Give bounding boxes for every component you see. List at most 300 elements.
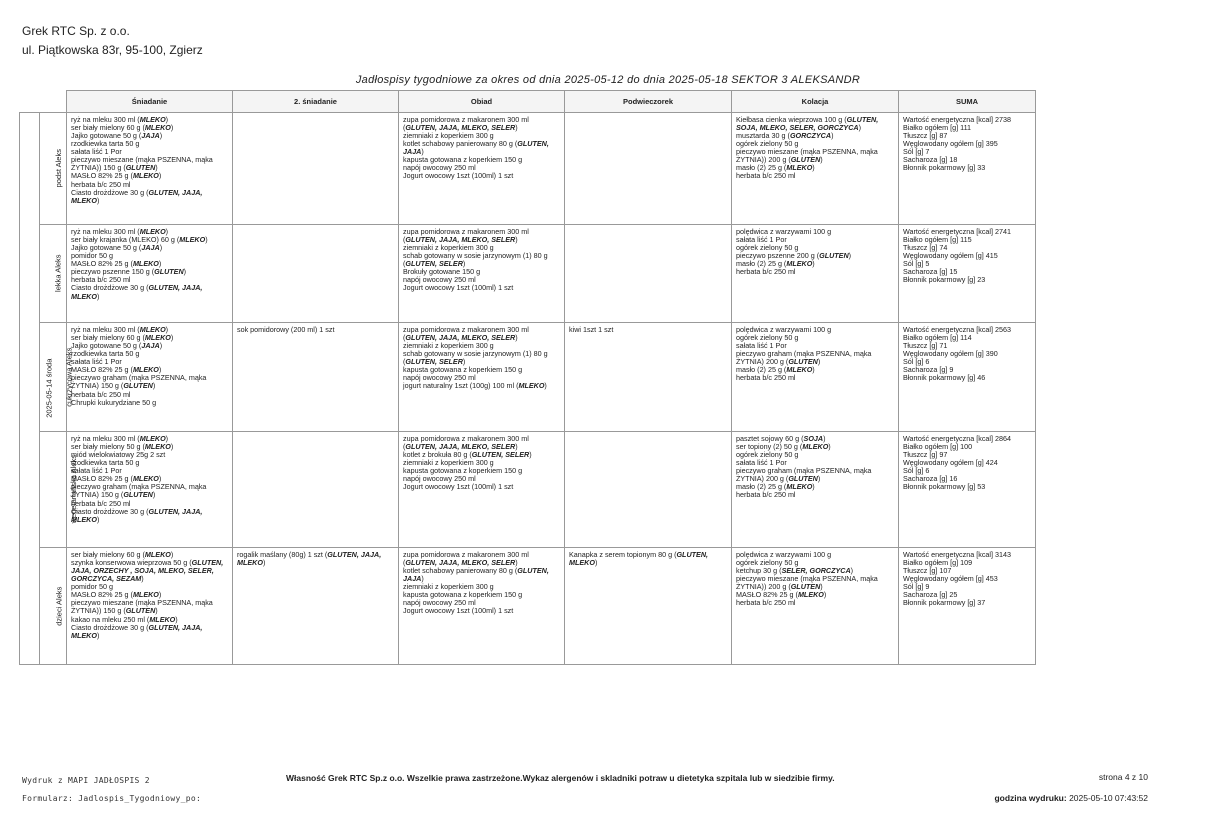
item-text: Sól [g] 6: [903, 357, 930, 367]
menu-item: [237, 551, 394, 567]
menu-item: [71, 483, 228, 499]
item-text: ): [823, 434, 826, 443]
item-text: Ciasto drożdżowe 30 g (: [71, 187, 149, 197]
item-text: herbata b/c 250 ml: [71, 179, 131, 189]
item-text: pomidor 50 g: [71, 251, 113, 261]
item-text: sałata liść 1 Por: [736, 341, 787, 351]
diet-name-cell: [40, 113, 67, 225]
column-header-podwieczorek: Podwieczorek: [565, 91, 732, 113]
meal-cell-suma: [899, 323, 1036, 432]
item-text: kotlet z brokuła 80 g (: [403, 450, 472, 460]
item-text: ryż na mleku 300 ml (: [71, 227, 140, 236]
item-text: sałata liść 1 Por: [71, 357, 122, 367]
allergen-text: GLUTEN, JAJA, MLEKO: [71, 506, 203, 524]
item-text: masło (2) 25 g (: [736, 163, 787, 173]
menu-item: [403, 326, 560, 342]
menu-item: [403, 567, 560, 583]
allergen-text: MLEKO: [179, 235, 206, 245]
item-text: sałata liść 1 Por: [736, 458, 787, 468]
meal-cell-suma: [899, 432, 1036, 548]
item-text: masło (2) 25 g (: [736, 482, 787, 492]
item-text: ser biały mielony 60 g (: [71, 550, 145, 559]
menu-item: [237, 326, 394, 334]
item-text: masło (2) 25 g (: [736, 365, 787, 375]
item-text: ): [159, 131, 163, 141]
item-text: ryż na mleku 300 ml (: [71, 115, 140, 124]
menu-item: [569, 551, 727, 567]
meal-cell-suma: [899, 548, 1036, 665]
allergen-text: JAJA: [141, 131, 160, 141]
item-text: pomidor 50 g: [71, 582, 113, 592]
allergen-text: MLEKO: [149, 614, 176, 624]
menu-item: [736, 374, 894, 382]
footer-left: [22, 772, 201, 808]
item-text: miód wielokwiatowy 25g 2 szt: [71, 450, 166, 460]
menu-item: [71, 624, 228, 640]
meal-cell-obiad: [399, 225, 565, 323]
item-text: ): [155, 606, 158, 616]
allergen-text: MLEKO: [786, 482, 813, 492]
allergen-text: MLEKO: [132, 171, 159, 181]
item-text: sałata liść 1 Por: [736, 235, 787, 245]
item-text: Kiełbasa cienka wieprzowa 100 g (: [736, 115, 847, 124]
diet-name-cell: [40, 225, 67, 323]
item-text: ): [158, 474, 162, 484]
allergen-text: GLUTEN, SELER: [405, 259, 463, 269]
menu-item: [403, 382, 560, 390]
diet-name: dzieci Aleks: [54, 586, 64, 626]
allergen-text: GLUTEN, SELER: [405, 357, 463, 367]
menu-item: [736, 350, 894, 366]
item-text: ): [817, 474, 821, 484]
header-row: [20, 91, 1036, 113]
item-text: ser biały mielony 60 g (: [71, 333, 145, 343]
menu-item: [903, 599, 1031, 607]
allergen-text: GLUTEN: [788, 474, 818, 484]
menu-item: [403, 252, 560, 268]
item-text: pieczywo graham (mąka PSZENNA, mąka ŻYTNIA) 150 g (: [71, 482, 207, 500]
allergen-text: MLEKO: [139, 115, 166, 124]
menu-item: [736, 172, 894, 180]
item-text: ): [165, 325, 169, 334]
item-text: ogórek zielony 50 g: [736, 558, 799, 568]
allergen-text: MLEKO: [144, 442, 171, 452]
meal-cell-sniadanie: [67, 432, 233, 548]
item-text: Sacharoza [g] 18: [903, 155, 958, 165]
allergen-text: GLUTEN, JAJA, MLEKO: [71, 622, 203, 640]
item-text: napój owocowy 250 ml: [403, 163, 476, 173]
item-text: ): [96, 630, 100, 640]
menu-row: [20, 548, 1036, 665]
item-text: kotlet schabowy panierowany 80 g (: [403, 566, 518, 576]
date-label: 2025-05-14 środa: [44, 358, 54, 419]
item-text: Węglowodany ogółem [g] 424: [903, 458, 998, 468]
item-text: pieczywo graham (mąka PSZENNA, mąka ŻYTNIA) 150 g (: [71, 373, 207, 391]
allergen-text: MLEKO: [144, 333, 171, 343]
page-number: strona 4 z 10: [1098, 772, 1148, 782]
meal-cell-kolacja: [732, 432, 899, 548]
item-text: pieczywo graham (mąka PSZENNA, mąka ŻYTNIA) 200 g (: [736, 349, 872, 367]
allergen-text: GLUTEN: [790, 155, 821, 165]
item-text: ): [96, 195, 100, 205]
menu-item: [569, 326, 727, 334]
company-name: Grek RTC Sp. z o.o.: [22, 24, 130, 38]
item-text: Błonnik pokarmowy [g] 53: [903, 482, 986, 492]
allergen-text: GLUTEN, JAJA, MLEKO, SELER: [405, 123, 516, 133]
item-text: Wartość energetyczna [kcal] 2563: [903, 325, 1011, 334]
allergen-text: MLEKO: [786, 365, 813, 375]
item-text: Błonnik pokarmowy [g] 46: [903, 373, 986, 383]
menu-item: [403, 228, 560, 244]
item-text: herbata b/c 250 ml: [71, 389, 131, 399]
item-text: ryż na mleku 300 ml (: [71, 325, 140, 334]
item-text: napój owocowy 250 ml: [403, 474, 476, 484]
item-text: rogalik maślany (80g) 1 szt (: [237, 550, 328, 559]
item-text: ogórek zielony 50 g: [736, 333, 799, 343]
item-text: Sól [g] 7: [903, 147, 930, 157]
menu-row: [20, 432, 1036, 548]
item-text: kiwi 1szt 1 szt: [569, 325, 614, 334]
item-text: herbata b/c 250 ml: [71, 275, 131, 285]
item-text: Jajko gotowane 50 g (: [71, 341, 142, 351]
form-label: Formularz: Jadlospis_Tygodniowy_po:: [22, 794, 202, 803]
date-cell: [20, 113, 54, 665]
item-text: MASŁO 82% 25 g (: [71, 474, 133, 484]
allergen-text: GLUTEN, JAJA, MLEKO: [71, 187, 203, 205]
item-text: Węglowodany ogółem [g] 395: [903, 139, 998, 149]
item-text: ): [594, 558, 598, 568]
item-text: ): [165, 115, 169, 124]
meal-cell-suma: [899, 225, 1036, 323]
allergen-text: GLUTEN, MLEKO: [569, 550, 709, 568]
item-text: Białko ogółem [g] 100: [903, 442, 973, 452]
meal-cell-drugie-sniadanie: [233, 548, 399, 665]
item-text: kapusta gotowana z koperkiem 150 g: [403, 155, 523, 165]
item-text: sałata liść 1 Por: [71, 466, 122, 476]
menu-item: [736, 575, 894, 591]
meal-cell-sniadanie: [64, 323, 233, 432]
allergen-text: GLUTEN: [788, 357, 818, 367]
item-text: ): [515, 235, 518, 245]
allergen-text: JAJA: [141, 341, 160, 351]
allergen-text: GLUTEN: [125, 606, 156, 616]
item-text: kapusta gotowana z koperkiem 150 g: [403, 466, 523, 476]
allergen-text: MLEKO: [144, 123, 171, 133]
item-text: ser biały mielony 60 g (: [71, 123, 145, 133]
item-text: ): [421, 147, 424, 157]
item-text: Sól [g] 6: [903, 466, 930, 476]
item-text: ): [421, 574, 424, 584]
company-header: [22, 22, 203, 60]
item-text: ): [529, 450, 532, 460]
item-text: zupa pomidorowa z makaronem 300 ml (: [403, 115, 529, 133]
meal-cell-obiad: [399, 432, 565, 548]
menu-item: [71, 559, 228, 583]
item-text: Tłuszcz [g] 87: [903, 131, 948, 141]
allergen-text: GLUTEN, JAJA: [403, 139, 549, 157]
item-text: ogórek zielony 50 g: [736, 243, 799, 253]
item-text: Białko ogółem [g] 111: [903, 123, 972, 133]
item-text: pieczywo graham (mąka PSZENNA, mąka ŻYTNIA) 200 g (: [736, 466, 872, 484]
item-text: Błonnik pokarmowy [g] 37: [903, 598, 986, 608]
allergen-text: GLUTEN, SELER: [471, 450, 530, 460]
item-text: musztarda 30 g (: [736, 131, 790, 141]
item-text: ): [812, 482, 815, 492]
allergen-text: GLUTEN, SOJA, MLEKO, SELER, GORCZYCA: [736, 115, 879, 133]
menu-item: [736, 467, 894, 483]
item-text: ): [165, 227, 169, 236]
item-text: ): [152, 381, 156, 391]
allergen-text: GLUTEN, JAJA, MLEKO: [237, 550, 382, 568]
item-text: napój owocowy 250 ml: [403, 275, 476, 285]
menu-item: [403, 172, 560, 180]
item-text: sałata liść 1 Por: [71, 147, 122, 157]
item-text: pieczywo mieszane (mąka PSZENNA, mąka ŻYTNIA)) 150 g (: [71, 155, 213, 173]
item-text: masło (2) 25 g (: [736, 259, 787, 269]
meal-cell-drugie-sniadanie: [233, 432, 399, 548]
item-text: schab gotowany w sosie jarzynowym (1) 80 g (: [403, 349, 548, 367]
diet-name: cukrzycowa Aleks: [64, 347, 74, 407]
menu-item: [736, 148, 894, 164]
allergen-text: GLUTEN, JAJA, ORZECHY , SOJA, MLEKO, SELER, GORCZYCA, SEZAM: [71, 558, 224, 584]
item-text: Chrupki kukurydziane 50 g: [71, 397, 157, 407]
item-text: Wartość energetyczna [kcal] 2738: [903, 115, 1011, 124]
diet-name-cell: [40, 548, 67, 665]
item-text: ): [462, 259, 466, 269]
item-text: ): [96, 514, 100, 524]
allergen-text: GLUTEN, JAJA, MLEKO, SELER: [405, 235, 516, 245]
meal-cell-drugie-sniadanie: [233, 225, 399, 323]
menu-title: Jadłospisy tygodniowe za okres od dnia 2025-05-12 do dnia 2025-05-18 SEKTOR 3 ALEKSANDR: [355, 74, 861, 86]
allergen-text: GLUTEN, JAJA: [403, 566, 549, 584]
item-text: ): [262, 558, 266, 568]
item-text: Jogurt owocowy 1szt (100ml) 1 szt: [403, 606, 514, 616]
meal-cell-sniadanie: [67, 225, 233, 323]
item-text: herbata b/c 250 ml: [71, 498, 131, 508]
item-text: herbata b/c 250 ml: [736, 171, 796, 181]
allergen-text: MLEKO: [797, 590, 824, 600]
allergen-text: GLUTEN: [819, 251, 849, 261]
item-text: Brokuły gotowane 150 g: [403, 267, 481, 277]
allergen-text: MLEKO: [132, 590, 159, 600]
item-text: rzodkiewka tarta 50 g: [71, 349, 140, 359]
diet-name-cell: [40, 432, 78, 548]
item-text: ): [848, 251, 852, 261]
meal-cell-kolacja: [732, 225, 899, 323]
item-text: MASŁO 82% 25 g (: [71, 365, 133, 375]
item-text: jogurt naturalny 1szt (100g) 100 ml (: [403, 381, 519, 391]
allergen-text: SOJA: [803, 434, 824, 443]
item-text: Białko ogółem [g] 109: [903, 558, 973, 568]
meal-cell-kolacja: [732, 113, 899, 225]
allergen-text: MLEKO: [786, 163, 813, 173]
meal-cell-obiad: [399, 113, 565, 225]
item-text: ): [141, 574, 144, 584]
item-text: ziemniaki z koperkiem 300 g: [403, 243, 494, 253]
item-text: napój owocowy 250 ml: [403, 598, 476, 608]
item-text: kotlet schabowy panierowany 80 g (: [403, 139, 518, 149]
item-text: ser biały krajanka (MLEKO) 60 g (: [71, 235, 180, 245]
item-text: Białko ogółem [g] 115: [903, 235, 972, 245]
item-text: MASŁO 82% 25 g (: [71, 590, 133, 600]
menu-item: [736, 268, 894, 276]
allergen-text: GLUTEN, JAJA, MLEKO, SELER: [405, 442, 516, 452]
allergen-text: MLEKO: [802, 442, 829, 452]
menu-item: [71, 599, 228, 615]
item-text: MASŁO 82% 25 g (: [736, 590, 798, 600]
item-text: ): [158, 590, 162, 600]
item-text: MASŁO 82% 25 g (: [71, 259, 133, 269]
item-text: ): [158, 259, 162, 269]
diet-name: podst Aleks: [53, 149, 63, 188]
allergen-text: JAJA: [141, 243, 160, 253]
allergen-text: GLUTEN: [123, 490, 153, 500]
print-time-value: 2025-05-10 07:43:52: [1069, 793, 1148, 803]
item-text: ziemniaki z koperkiem 300 g: [403, 131, 494, 141]
item-text: ): [170, 333, 174, 343]
item-text: kakao na mleku 250 ml (: [71, 614, 150, 624]
item-text: Błonnik pokarmowy [g] 33: [903, 163, 986, 173]
item-text: kapusta gotowana z koperkiem 150 g: [403, 590, 523, 600]
item-text: ogórek zielony 50 g: [736, 139, 799, 149]
item-text: herbata b/c 250 ml: [736, 267, 796, 277]
menu-item: [71, 374, 228, 390]
item-text: ): [515, 123, 518, 133]
meal-cell-podwieczorek: [565, 548, 732, 665]
item-text: ): [820, 582, 823, 592]
menu-item: [71, 156, 228, 172]
allergen-text: MLEKO: [518, 381, 545, 391]
menu-item: [71, 399, 228, 407]
item-text: ziemniaki z koperkiem 300 g: [403, 582, 494, 592]
menu-item: [403, 435, 560, 451]
item-text: polędwica z warzywami 100 g: [736, 550, 832, 559]
menu-row: [20, 113, 1036, 225]
item-text: ): [462, 357, 466, 367]
item-text: zupa pomidorowa z makaronem 300 ml (: [403, 325, 529, 343]
item-text: ): [158, 171, 162, 181]
weekly-menu-table: [19, 90, 1036, 665]
item-text: Sacharoza [g] 25: [903, 590, 958, 600]
item-text: herbata b/c 250 ml: [736, 490, 796, 500]
item-text: kapusta gotowana z koperkiem 150 g: [403, 365, 523, 375]
item-text: ): [159, 341, 163, 351]
item-text: zupa pomidorowa z makaronem 300 ml (: [403, 434, 529, 452]
item-text: Ciasto drożdżowe 30 g (: [71, 506, 149, 516]
menu-item: [403, 116, 560, 132]
menu-item: [71, 189, 228, 205]
item-text: pieczywo pszenne 200 g (: [736, 251, 820, 261]
item-text: ): [170, 442, 174, 452]
item-text: ): [831, 131, 834, 141]
meal-cell-podwieczorek: [565, 225, 732, 323]
meal-cell-sniadanie: [67, 113, 233, 225]
menu-item: [403, 140, 560, 156]
meal-cell-sniadanie: [67, 548, 233, 665]
allergen-text: MLEKO: [132, 259, 159, 269]
item-text: ): [152, 490, 156, 500]
menu-item: [736, 599, 894, 607]
item-text: Białko ogółem [g] 114: [903, 333, 972, 343]
column-header-2-sniadanie: 2. śniadanie: [233, 91, 399, 113]
menu-row: [20, 225, 1036, 323]
item-text: zupa pomidorowa z makaronem 300 ml (: [403, 550, 529, 568]
item-text: ): [515, 442, 518, 452]
menu-item: [403, 483, 560, 491]
item-text: Jogurt owocowy 1szt (100ml) 1 szt: [403, 283, 514, 293]
item-text: ): [175, 614, 178, 624]
ownership-notice: Własność Grek RTC Sp.z o.o. Wszelkie prawa zastrzeżone.Wykaz alergenów i skladniki potraw u dietetyka szpitala lub w siedzibie firmy.: [286, 773, 835, 783]
item-text: Jajko gotowane 50 g (: [71, 243, 142, 253]
menu-row: [20, 323, 1036, 432]
allergen-text: GORCZYCA: [789, 131, 832, 141]
menu-item: [403, 284, 560, 292]
item-text: pieczywo mieszane (mąka PSZENNA, mąka ŻYTNIA)) 150 g (: [71, 598, 213, 616]
item-text: Węglowodany ogółem [g] 390: [903, 349, 998, 359]
meal-cell-podwieczorek: [565, 323, 732, 432]
menu-item: [903, 164, 1031, 172]
meal-cell-drugie-sniadanie: [233, 323, 399, 432]
item-text: sok pomidorowy (200 ml) 1 szt: [237, 325, 335, 334]
item-text: ): [858, 123, 862, 133]
item-text: ): [170, 123, 174, 133]
allergen-text: GLUTEN: [154, 267, 184, 277]
item-text: ): [155, 163, 158, 173]
item-text: Sól [g] 5: [903, 259, 930, 269]
item-text: ): [165, 434, 169, 443]
item-text: Tłuszcz [g] 107: [903, 566, 952, 576]
item-text: Tłuszcz [g] 97: [903, 450, 948, 460]
item-text: ser biały mielony 50 g (: [71, 442, 145, 452]
diet-name: lekka Aleks: [53, 254, 63, 293]
item-text: ser topiony (2) 50 g (: [736, 442, 803, 452]
meal-cell-drugie-sniadanie: [233, 113, 399, 225]
item-text: herbata b/c 250 ml: [736, 598, 796, 608]
item-text: Sacharoza [g] 9: [903, 365, 954, 375]
print-time-label: godzina wydruku:: [994, 793, 1067, 803]
allergen-text: MLEKO: [132, 365, 159, 375]
menu-item: [903, 483, 1031, 491]
item-text: Sól [g] 9: [903, 582, 930, 592]
item-text: ): [850, 566, 854, 576]
item-text: polędwica z warzywami 100 g: [736, 227, 832, 236]
item-text: ): [812, 259, 815, 269]
menu-item: [903, 374, 1031, 382]
item-text: ): [828, 442, 831, 452]
allergen-text: GLUTEN, JAJA, MLEKO, SELER: [405, 558, 516, 568]
allergen-text: MLEKO: [139, 434, 166, 443]
item-text: rzodkiewka tarta 50 g: [71, 458, 140, 468]
item-text: Wartość energetyczna [kcal] 2741: [903, 227, 1011, 236]
item-text: ziemniaki z koperkiem 300 g: [403, 458, 494, 468]
item-text: ryż na mleku 300 ml (: [71, 434, 140, 443]
item-text: pasztet sojowy 60 g (: [736, 434, 804, 443]
item-text: Jogurt owocowy 1szt (100ml) 1 szt: [403, 482, 514, 492]
item-text: napój owocowy 250 ml: [403, 373, 476, 383]
item-text: ogórek zielony 50 g: [736, 450, 799, 460]
item-text: MASŁO 82% 25 g (: [71, 171, 133, 181]
item-text: ): [170, 550, 174, 559]
menu-item: [403, 551, 560, 567]
menu-item: [736, 491, 894, 499]
allergen-text: GLUTEN: [125, 163, 156, 173]
meal-cell-kolacja: [732, 548, 899, 665]
menu-item: [903, 276, 1031, 284]
allergen-text: SELER, GORCZYCA: [781, 566, 851, 576]
menu-item: [403, 350, 560, 366]
item-text: ketchup 30 g (: [736, 566, 782, 576]
menu-item: [403, 607, 560, 615]
